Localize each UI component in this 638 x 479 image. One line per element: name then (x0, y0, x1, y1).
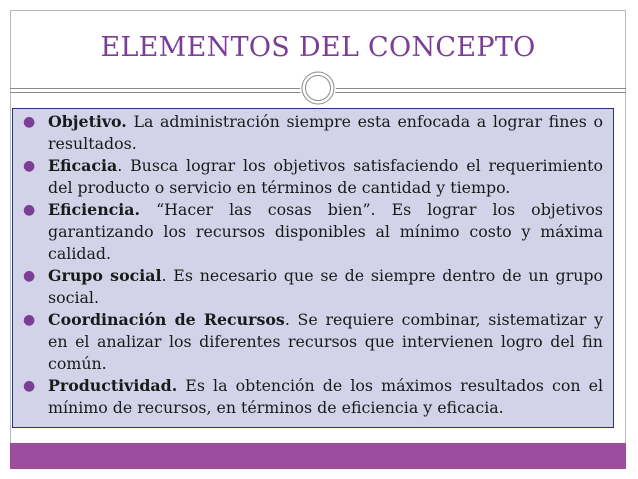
circle-ornament-icon (300, 70, 336, 106)
round-bullet-icon: ● (23, 202, 36, 218)
item-term: Objetivo. (48, 112, 127, 131)
round-bullet-icon: ● (23, 268, 36, 284)
round-bullet-icon: ● (23, 114, 36, 130)
item-term: Productividad. (48, 376, 178, 395)
item-text: . Busca lograr los objetivos satisfaciendo el requerimiento del producto o servicio en términos de cantidad y tiempo. (48, 156, 603, 197)
list-item (21, 155, 603, 199)
content-box (12, 108, 614, 428)
item-term: Coordinación de Recursos (48, 310, 285, 329)
item-term: Grupo social (48, 266, 162, 285)
item-text: . Se requiere combinar, sistematizar y en el analizar los diferentes recursos que intervienen logro del fin común. (48, 310, 603, 373)
round-bullet-icon: ● (23, 378, 36, 394)
slide-title: ELEMENTOS DEL CONCEPTO (100, 32, 536, 63)
item-term: Eficacia (48, 156, 118, 175)
item-term: Eficiencia. (48, 200, 141, 219)
list-item (21, 265, 603, 309)
item-text: La administración siempre esta enfocada a lograr fines o resultados. (48, 112, 603, 153)
list-item (21, 309, 603, 375)
round-bullet-icon: ● (23, 158, 36, 174)
list-item (21, 199, 603, 265)
list-item (21, 111, 603, 155)
item-text: Es la obtención de los máximos resultados con el mínimo de recursos, en términos de eficiencia y eficacia. (48, 376, 603, 417)
item-text: . Es necesario que se de siempre dentro de un grupo social. (48, 266, 604, 307)
item-text: “Hacer las cosas bien”. Es lograr los objetivos garantizando los recursos disponibles al mínimo costo y máxima calidad. (48, 200, 603, 263)
round-bullet-icon: ● (23, 312, 36, 328)
list-item (21, 375, 603, 419)
footer-bar (10, 443, 626, 469)
